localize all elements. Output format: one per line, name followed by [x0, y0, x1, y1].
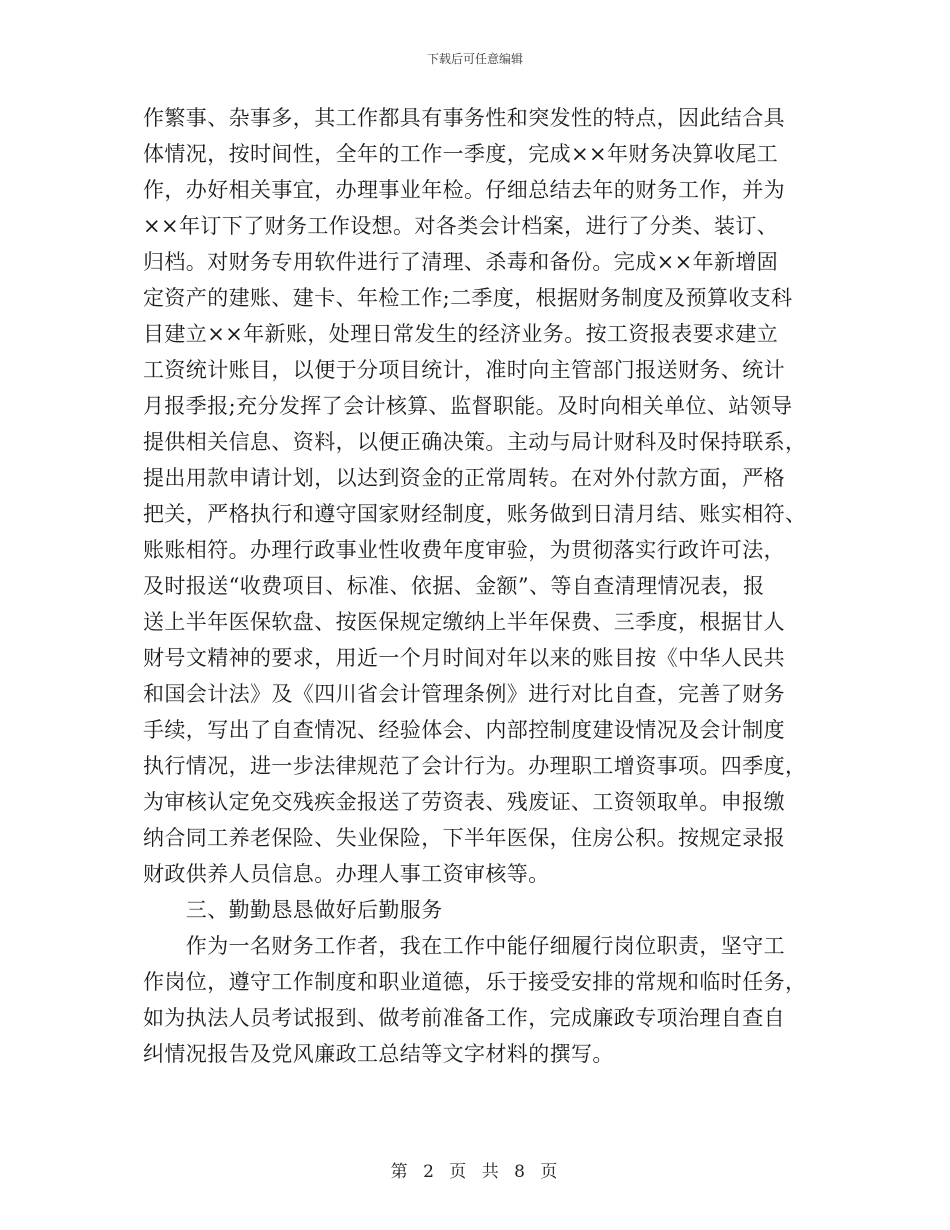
document-body [143, 100, 809, 1072]
text-line: 和国会计法》及《四川省会计管理条例》进行对比自查，完善了财务 [143, 682, 785, 706]
text-line: 定资产的建账、建卡、年检工作;二季度，根据财务制度及预算收支科 [143, 286, 793, 310]
text-line: 纳合同工养老保险、失业保险，下半年医保，住房公积。按规定录报 [143, 826, 785, 850]
text-line: 归档。对财务专用软件进行了清理、杀毒和备份。完成××年新增固 [143, 250, 779, 274]
text-line: 把关，严格执行和遵守国家财经制度，账务做到日清月结、账实相符、 [143, 502, 807, 526]
text-line: 送上半年医保软盘、按医保规定缴纳上半年保费、三季度，根据甘人 [143, 610, 785, 634]
text-line: 作岗位，遵守工作制度和职业道德，乐于接受安排的常规和临时任务， [143, 970, 807, 994]
text-line: 为审核认定免交残疾金报送了劳资表、残废证、工资领取单。申报缴 [143, 790, 785, 814]
text-line: 执行情况，进一步法律规范了会计行为。办理职工增资事项。四季度， [143, 754, 807, 778]
text-line: 如为执法人员考试报到、做考前准备工作，完成廉政专项治理自查自 [143, 1006, 785, 1030]
page-number-footer: 第 2 页 共 8 页 [390, 1162, 560, 1182]
text-line: 工资统计账目，以便于分项目统计，准时向主管部门报送财务、统计 [143, 358, 785, 382]
text-line: 目建立××年新账，处理日常发生的经济业务。按工资报表要求建立 [143, 322, 779, 346]
text-line: 提供相关信息、资料，以便正确决策。主动与局计财科及时保持联系， [143, 430, 807, 454]
text-line: 体情况，按时间性，全年的工作一季度，完成××年财务决算收尾工 [143, 142, 779, 166]
text-line: 手续，写出了自查情况、经验体会、内部控制度建设情况及会计制度 [143, 718, 785, 742]
text-line: 作为一名财务工作者，我在工作中能仔细履行岗位职责，坚守工 [143, 934, 785, 958]
text-line: 账账相符。办理行政事业性收费年度审验，为贯彻落实行政许可法， [143, 538, 785, 562]
text-line: 纠情况报告及党风廉政工总结等文字材料的撰写。 [143, 1042, 614, 1066]
text-line: 财号文精神的要求，用近一个月时间对年以来的账目按《中华人民共 [143, 646, 785, 670]
text-line: ××年订下了财务工作设想。对各类会计档案，进行了分类、装订、 [143, 214, 779, 238]
text-line: 作，办好相关事宜，办理事业年检。仔细总结去年的财务工作，并为 [143, 178, 785, 202]
text-line: 提出用款申请计划，以达到资金的正常周转。在对外付款方面，严格 [143, 466, 785, 490]
text-line: 月报季报;充分发挥了会计核算、监督职能。及时向相关单位、站领导 [143, 394, 793, 418]
page-header: 下载后可任意编辑 [426, 52, 523, 66]
text-line: 作繁事、杂事多，其工作都具有事务性和突发性的特点，因此结合具 [143, 106, 785, 130]
section-heading: 三、勤勤恳恳做好后勤服务 [143, 898, 443, 922]
text-line: 及时报送“收费项目、标准、依据、金额”、等自查清理情况表，报 [143, 574, 765, 598]
text-line: 财政供养人员信息。办理人事工资审核等。 [143, 862, 550, 886]
